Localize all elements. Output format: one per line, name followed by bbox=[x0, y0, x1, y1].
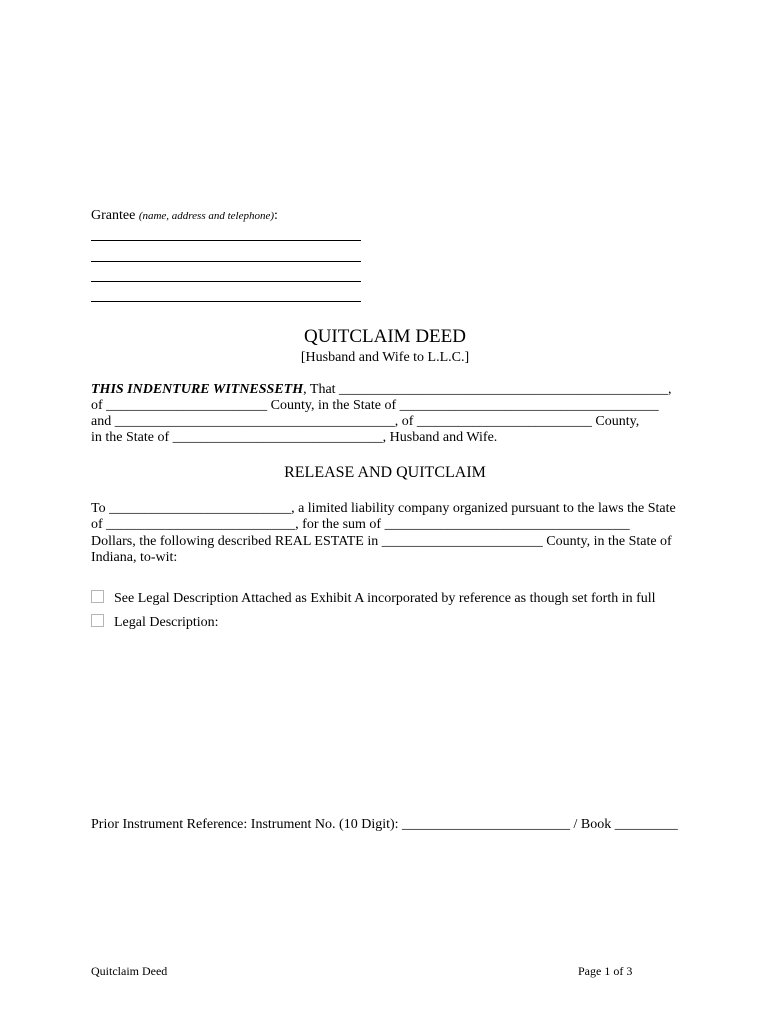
release-heading: RELEASE AND QUITCLAIM bbox=[284, 464, 486, 481]
indenture-line-1 bbox=[91, 381, 672, 398]
grantee-label-line bbox=[91, 207, 278, 225]
release-line-4: Indiana, to-wit: bbox=[91, 550, 178, 565]
indenture-lead: THIS INDENTURE WITNESSETH bbox=[91, 382, 304, 397]
indenture-line-2: of _______________________ County, in the State of _____________________________________ bbox=[91, 398, 659, 413]
grantee-blank-line-4[interactable] bbox=[91, 301, 361, 302]
release-line-2: of ___________________________, for the sum of ___________________________________ bbox=[91, 517, 630, 532]
exhibit-a-label: See Legal Description Attached as Exhibit A incorporated by reference as though set forth in full bbox=[114, 591, 656, 606]
footer-document-name: Quitclaim Deed bbox=[91, 964, 168, 978]
legal-description-checkbox[interactable] bbox=[91, 614, 104, 627]
grantee-blank-line-3[interactable] bbox=[91, 281, 361, 282]
grantee-hint: (name, address and telephone) bbox=[138, 210, 275, 222]
document-subtitle: [Husband and Wife to L.L.C.] bbox=[300, 350, 470, 365]
grantee-blank-line-1[interactable] bbox=[91, 240, 361, 241]
legal-description-label: Legal Description: bbox=[114, 615, 219, 630]
grantee-label: Grantee bbox=[91, 208, 139, 223]
indenture-line-1-rest: , That _______________________________________________, bbox=[303, 382, 672, 397]
release-line-1: To __________________________, a limited liability company organized pursuant to the laws the State bbox=[91, 501, 676, 516]
prior-instrument-reference: Prior Instrument Reference: Instrument No. (10 Digit): ________________________ / Book _________ bbox=[91, 817, 678, 832]
footer-page-number: Page 1 of 3 bbox=[578, 964, 633, 978]
indenture-line-3: and ________________________________________, of _________________________ County, bbox=[91, 414, 640, 429]
grantee-blank-line-2[interactable] bbox=[91, 261, 361, 262]
grantee-colon: : bbox=[274, 208, 278, 223]
document-title: QUITCLAIM DEED bbox=[303, 326, 466, 347]
exhibit-a-checkbox[interactable] bbox=[91, 590, 104, 603]
indenture-line-4: in the State of ______________________________, Husband and Wife. bbox=[91, 430, 498, 445]
release-line-3: Dollars, the following described REAL ESTATE in _______________________ County, in the State of bbox=[91, 534, 672, 549]
